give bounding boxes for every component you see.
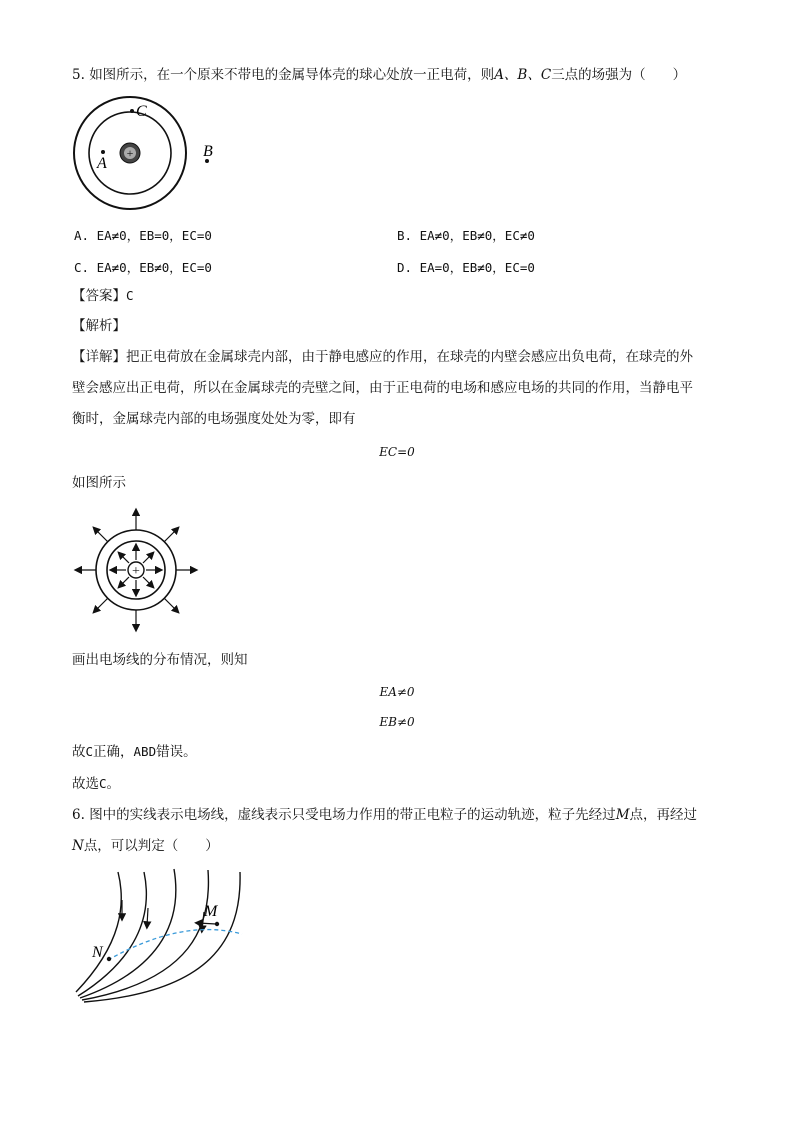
- formula-ec: EC=0: [379, 445, 415, 459]
- answer-line: 【答案】C: [72, 288, 134, 304]
- conclusion-1: 故C正确，ABD错误。: [72, 744, 197, 760]
- as-shown-text: 如图所示: [72, 475, 126, 491]
- analysis-heading: 【解析】: [72, 318, 126, 334]
- option-c: C. EA≠0，EB≠0，EC=0: [74, 260, 212, 275]
- field-lines-figure: [72, 508, 202, 633]
- label-b: B: [203, 143, 213, 160]
- detail-line-1: 【详解】把正电荷放在金属球壳内部，由于静电感应的作用，在球壳的内壁会感应出负电荷，在球壳的外: [72, 349, 693, 365]
- detail-line-2: 壁会感应出正电荷，所以在金属球壳的壳壁之间，由于正电荷的电场和感应电场的共同的作用，当静电平: [72, 380, 693, 396]
- q6-stem-line-1: 6. 图中的实线表示电场线，虚线表示只受电场力作用的带正电粒子的运动轨迹，粒子先经过M点，再经过: [72, 807, 698, 823]
- label-c: C: [136, 103, 147, 120]
- option-d: D. EA=0，EB≠0，EC=0: [397, 260, 535, 275]
- q5-shell-figure: [70, 95, 230, 215]
- formula-ea: EA≠0: [379, 685, 415, 699]
- label-n: N: [92, 944, 103, 961]
- svg-text:+: +: [132, 564, 140, 579]
- label-m: M: [204, 903, 218, 920]
- draw-lines-text: 画出电场线的分布情况，则知: [72, 652, 248, 668]
- plus-sign: +: [126, 146, 134, 160]
- option-b: B. EA≠0，EB≠0，EC≠0: [397, 228, 535, 243]
- q5-stem: 5. 如图所示，在一个原来不带电的金属导体壳的球心处放一正电荷，则A、B、C三点的场强为（ ）: [72, 67, 687, 83]
- detail-line-3: 衡时，金属球壳内部的电场强度处处为零，即有: [72, 411, 356, 427]
- conclusion-2: 故选C。: [72, 776, 121, 792]
- trajectory-figure: [70, 864, 250, 1004]
- formula-eb: EB≠0: [379, 715, 415, 729]
- q6-stem-line-2: N点，可以判定（ ）: [72, 838, 219, 854]
- label-a: A: [97, 155, 107, 172]
- option-a: A. EA≠0，EB=0，EC=0: [74, 228, 212, 243]
